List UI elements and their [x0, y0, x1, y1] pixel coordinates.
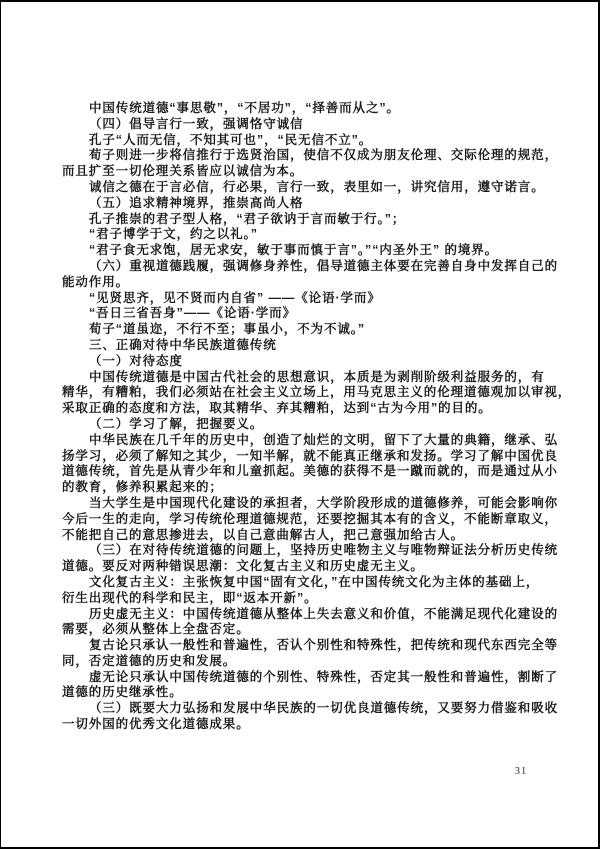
text-line: 今后一生的走向，学习传统伦理道德规范，还要挖掘其本有的含义，不能断章取义，	[62, 511, 558, 526]
text-line: （一）对待态度	[89, 353, 183, 368]
text-line: 中华民族在几千年的历史中，创造了灿烂的文明，留下了大量的典籍，继承、弘	[89, 432, 559, 447]
text-line: 道德。要反对两种错误思潮：文化复古主义和历史虚无主义。	[62, 559, 424, 574]
text-line: “君子博学于文，约之以礼。”	[89, 227, 258, 242]
text-line: 文化复古主义：主张恢复中国“固有文化，”在中国传统文化为主体的基础上，	[89, 574, 540, 589]
text-line: “君子食无求饱，居无求安，敏于事而慎于言”。”“内圣外王” 的境界。	[89, 243, 499, 258]
text-line: （六）重视道德践履，强调修身养性，倡导道德主体要在完善自身中发挥自己的	[89, 258, 559, 273]
text-line: 的教育，修养积累起来的；	[62, 480, 223, 495]
text-line: （二）学习了解，把握要义。	[89, 416, 264, 431]
text-line: 不能把自己的意思掺进去，以自己意曲解古人，把己意强加给古人。	[62, 527, 465, 542]
text-line: 荀子则进一步将信推行于选贤治国，使信不仅成为朋友伦理、交际伦理的规范，	[89, 148, 559, 163]
text-line: 能动作用。	[62, 274, 130, 289]
text-line: 复古论只承认一般性和普遍性，否认个别性和特殊性，把传统和现代东西完全等	[89, 638, 559, 653]
text-line: 诚信之德在于言必信，行必果，言行一致，表里如一，讲究信用，遵守诺言。	[89, 179, 545, 194]
text-line: 道德传统，首先是从青少年和儿童抓起。美德的获得不是一蹴而就的，而是通过从小	[62, 464, 558, 479]
text-line: “吾日三省吾身”——《论语·学而》	[89, 306, 296, 321]
text-line: 需要，必须从整体上全盘否定。	[62, 622, 250, 637]
text-line: 而且扩至一切伦理关系皆应以诚信为本。	[62, 164, 304, 179]
text-line: 当大学生是中国现代化建设的承担者，大学阶段形成的道德修养，可能会影响你	[89, 495, 559, 510]
page-number: 31	[514, 766, 528, 777]
text-line: 孔子推崇的君子型人格，“君子欲讷于言而敏于行。”；	[89, 211, 406, 226]
text-line: 道德的历史继承性。	[62, 685, 183, 700]
text-line: 荀子“道虽迩，不行不至；事虽小，不为不诚。”	[89, 322, 366, 337]
text-line: 虚无论只承认中国传统道德的个别性、特殊性，否定其一般性和普遍性，割断了	[89, 669, 559, 684]
text-line: 历史虚无主义：中国传统道德从整体上失去意义和价值，不能满足现代化建设的	[89, 606, 559, 621]
text-line: “见贤思齐，见不贤而内自省” ——《论语·学而》	[89, 290, 381, 305]
text-line: （三）在对待传统道德的问题上，坚持历史唯物主义与唯物辩证法分析历史传统	[89, 543, 559, 558]
text-line: 精华，有糟粕，我们必须站在社会主义立场上，用马克思主义的伦理道德观加以审视，	[62, 385, 572, 400]
text-line: 采取正确的态度和方法，取其精华、弃其糟粕，达到“古为今用”的目的。	[62, 401, 492, 416]
text-line: （四）倡导言行一致，强调恪守诚信	[89, 116, 304, 131]
text-line: 衍生出现代的科学和民主，即“返本开新”。	[62, 590, 318, 605]
text-line: 扬学习，必须了解知之其少，一知半解，就不能真正继承和发扬。学习了解中国优良	[62, 448, 558, 463]
text-line: 中国传统道德“事思敬”，“不居功”，“择善而从之”。	[89, 101, 400, 115]
text-line: 孔子“人而无信，不知其可也”，“民无信不立”。	[89, 132, 373, 147]
text-line: 中国传统道德是中国古代社会的思想意识，本质是为剥削阶级利益服务的，有	[89, 369, 545, 384]
text-line: （五）追求精神境界，推崇高尚人格	[89, 195, 304, 210]
document-text-block	[62, 101, 572, 733]
text-line: 一切外国的优秀文化道德成果。	[62, 717, 250, 732]
text-line: 同，否定道德的历史和发展。	[62, 653, 237, 668]
text-line: （三）既要大力弘扬和发展中华民族的一切优良道德传统，又要努力借鉴和吸收	[89, 701, 559, 716]
text-line: 三、正确对待中华民族道德传统	[89, 337, 277, 352]
